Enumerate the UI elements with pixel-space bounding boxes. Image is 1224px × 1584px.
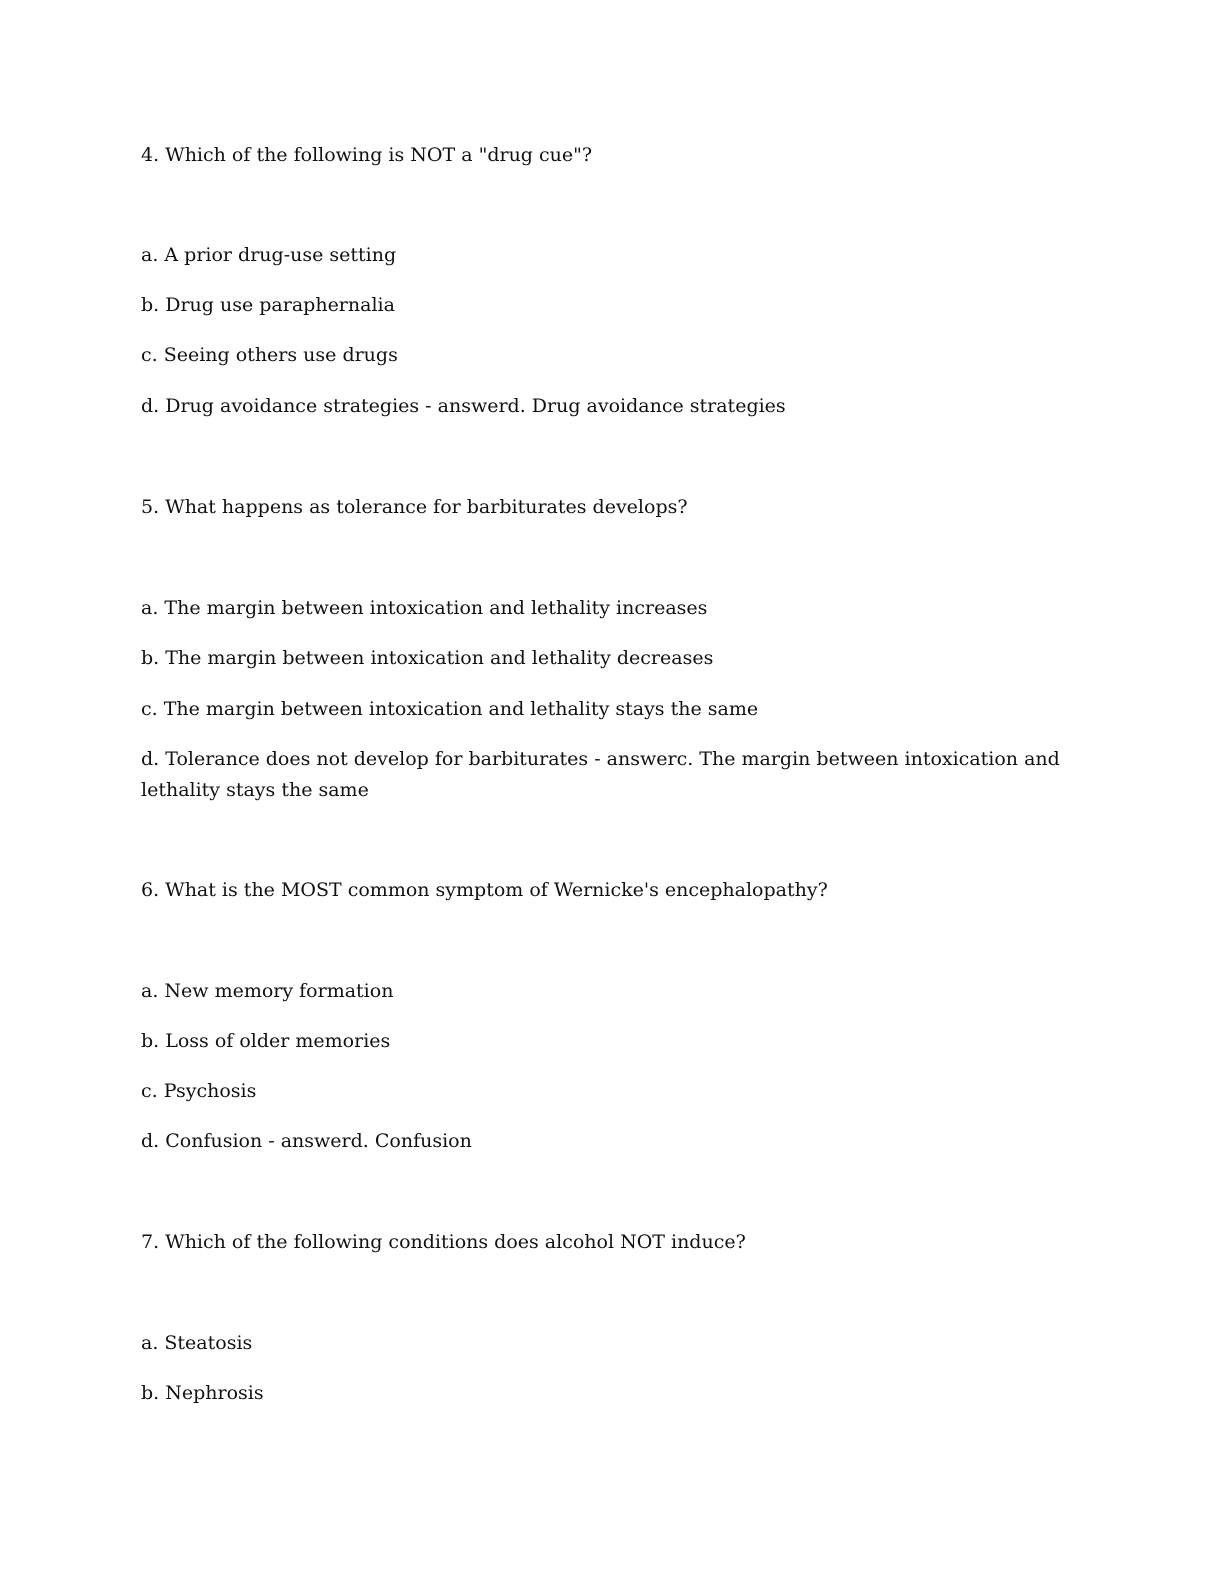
question-5-option-a: a. The margin between intoxication and lethality increases bbox=[141, 597, 708, 619]
question-7-option-a: a. Steatosis bbox=[141, 1332, 253, 1354]
question-6-option-d: d. Confusion - answerd. Confusion bbox=[141, 1130, 472, 1152]
question-6-option-c: c. Psychosis bbox=[141, 1080, 257, 1102]
question-4-prompt: 4. Which of the following is NOT a "drug cue"? bbox=[141, 144, 593, 166]
question-4-option-a: a. A prior drug-use setting bbox=[141, 244, 397, 266]
question-7-option-b: b. Nephrosis bbox=[141, 1382, 264, 1404]
question-7-prompt: 7. Which of the following conditions does alcohol NOT induce? bbox=[141, 1231, 746, 1253]
question-4-option-b: b. Drug use paraphernalia bbox=[141, 294, 395, 316]
question-6-option-a: a. New memory formation bbox=[141, 980, 394, 1002]
question-4-option-d: d. Drug avoidance strategies - answerd. Drug avoidance strategies bbox=[141, 395, 786, 417]
question-6-prompt: 6. What is the MOST common symptom of Wernicke's encephalopathy? bbox=[141, 879, 828, 901]
question-5-option-c: c. The margin between intoxication and lethality stays the same bbox=[141, 698, 759, 720]
question-5-option-b: b. The margin between intoxication and lethality decreases bbox=[141, 647, 714, 669]
question-5-option-d: d. Tolerance does not develop for barbiturates - answerc. The margin between intoxication and lethality stays the same bbox=[141, 748, 1060, 801]
question-4-option-c: c. Seeing others use drugs bbox=[141, 344, 398, 366]
question-5-prompt: 5. What happens as tolerance for barbiturates develops? bbox=[141, 496, 688, 518]
question-6-option-b: b. Loss of older memories bbox=[141, 1030, 391, 1052]
